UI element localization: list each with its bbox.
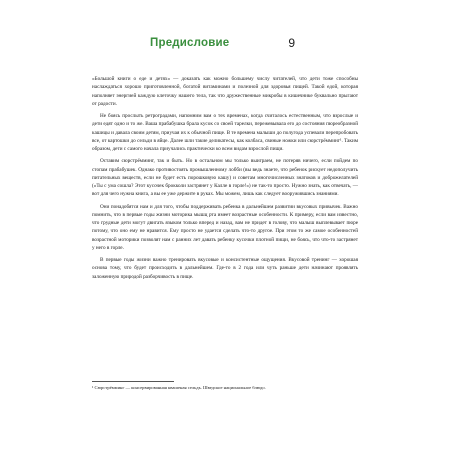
paragraph: Не боясь прослыть ретроградами, напомним вам о тех временах, когда считалось естественным, что взрослые и дети едят одно и то же. Ваша прабабушка брала кусок со своей тарелки, пережевывала его до состояния пюреобразной кашицы и давала своим детям, приучая их к обычной пище. В те времена малыши до полугода успевали перепробовать все, от картошки до сельди в яйце. Далее шли такие деликатесы, как колбаса, свиные ножки или сюрстрёмминг¹. Таким образом, дети с самого начала приучались практически ко всем видам взрослой пищи. — [92, 113, 358, 152]
paragraph: Оставим сюрстрёмминг, так и быть. Но в остальном мы только выиграем, не потеряв ничего, если пойдем по стопам прабабушек. Однако противостоять промышленному лобби (вы ведь знаете, что ребенок рискует недополучить питательных веществ, если не будет есть порошковую кашу) и советам многочисленных знатоков и доброжелателей («Ты с ума сошла? Этот кусочек брокколи застрянет у Калле в горле!») не так-то просто. Нужно знать, как отвечать, — вот для чего нужна книга, а вы ее уже держите в руках. Мы можем, лишь как следует вооружившись знаниями. — [92, 158, 358, 198]
page-header — [150, 34, 295, 52]
chapter-title: Предисловие — [150, 37, 230, 49]
paragraph: «Большой книги о еде и детях» — доказать как можно большему числу читателей, что дети тоже способны наслаждаться хорошо приготовленной, богатой витаминами и полезной для здоровья пищей. Такой едой, которая наполняет энергией каждую клеточку нашего тела, так что дружественные микробы в кишечнике буквально прыгают от радости. — [92, 76, 358, 107]
footnote: ¹ Сюрстрёмминг — консервированная квашеная сельдь. Шведское национальное блюдо. — [92, 385, 266, 390]
page-number: 9 — [288, 36, 295, 50]
page-body — [92, 75, 358, 285]
paragraph: В первые годы жизни важно тренировать вкусовые и консистентные ощущения. Вкусовой тренинг — хорошая основа тому, что будет происходить в дальнейшем. Где-то в 2 года или чуть раньше дети начинают проявлять заложенную природой разборчивость в пище. — [92, 257, 358, 280]
paragraph: Они понадобятся нам и для того, чтобы поддерживать ребенка в дальнейшем развитии вкусовых привычек. Важно помнить, что в первые годы жизни моторика мышц рта имеет возрастные особенности. К примеру, если вам известно, что грудные дети могут двигать языком только вперед и назад, вам не придет в голову, что малыш выплевывает пюре потому, что оно ему не нравится. Ему просто не удается сделать что-то другое. При этом то же самое особенностей возрастной моторики позволят нам с ранних лет давать ребенку кусочки плотной пищи, не боясь, что что-то застрянет у него в горле. — [92, 203, 358, 251]
footnote-divider — [92, 381, 174, 382]
